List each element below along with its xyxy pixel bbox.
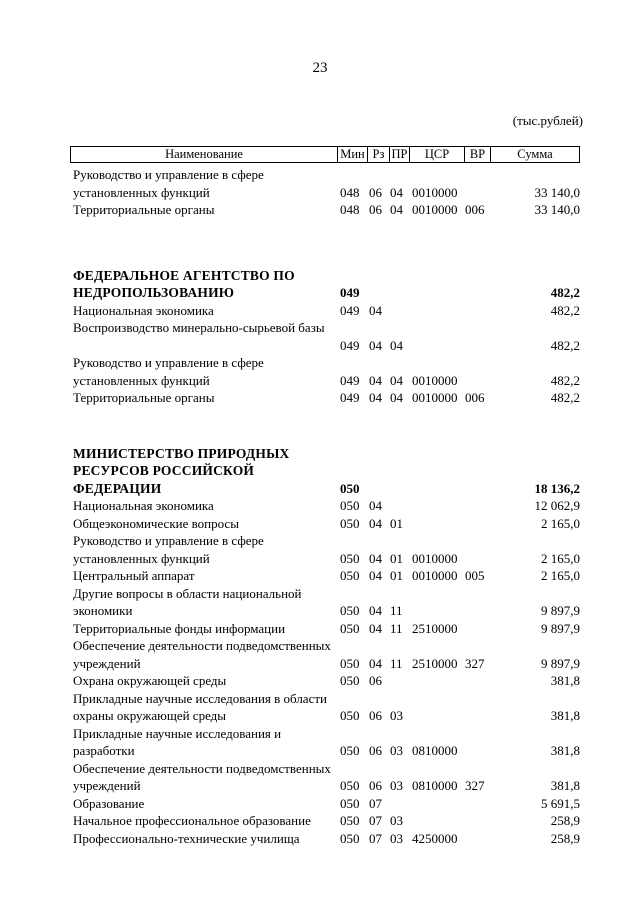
table-body [0,166,640,847]
row-name: Начальное профессиональное образование [73,813,311,828]
row-min: 048 [340,184,360,200]
row-pr: 04 [390,184,403,200]
row-min: 049 [340,337,360,353]
row-sum: 258,9 [550,830,580,846]
row-min: 050 [340,515,360,531]
row-csr: 0010000 [412,390,458,405]
row-sum: 5 691,5 [541,795,580,811]
row-name: Руководство и управление в сфере установленных функций [73,533,264,566]
table-row [0,497,640,515]
row-rz: 07 [369,795,382,811]
row-sum: 9 897,9 [541,603,580,618]
row-min: 048 [340,202,360,217]
row-sum: 9 897,9 [541,655,580,671]
table-row [0,830,640,848]
table-row-heading [0,445,640,498]
table-row [0,637,640,672]
row-pr: 04 [390,337,403,353]
row-sum: 482,2 [550,337,580,353]
row-name: Прикладные научные исследования в области охраны окружающей среды [73,690,327,723]
row-pr: 03 [390,830,403,846]
row-sum: 381,8 [550,743,580,758]
row-rz: 07 [369,830,382,846]
row-min: 050 [340,655,360,671]
row-name: Руководство и управление в сфере установленных функций [73,167,264,200]
row-min: 050 [340,568,360,583]
row-min: 050 [340,620,360,636]
row-name: Воспроизводство минерально-сырьевой базы [73,320,325,335]
row-vr: 327 [465,655,485,671]
row-min: 050 [340,498,360,513]
row-sum: 381,8 [550,708,580,723]
row-min: 049 [340,390,360,405]
row-sum: 33 140,0 [534,202,580,217]
row-csr: 0010000 [412,184,458,200]
row-pr: 01 [390,515,403,531]
row-csr: 0810000 [412,743,458,758]
row-sum: 33 140,0 [534,184,580,200]
page-number: 23 [312,60,328,76]
row-pr: 03 [390,813,403,828]
row-rz: 04 [369,550,382,566]
row-name: Территориальные органы [73,202,215,217]
row-sum: 9 897,9 [541,620,580,636]
row-csr: 0010000 [412,550,458,566]
row-name: Обеспечение деятельности подведомственных учреждений [73,638,331,671]
units-label: (тыс.рублей) [512,113,583,128]
row-pr: 04 [390,390,403,405]
row-name: Территориальные органы [73,390,215,405]
header-csr: ЦСР [409,147,464,162]
table-row [0,389,640,407]
row-vr: 006 [465,390,485,405]
row-rz: 06 [369,743,382,758]
row-rz: 04 [369,603,382,618]
row-min: 050 [340,795,360,811]
table-row [0,760,640,795]
row-rz: 06 [369,673,382,688]
row-name: Обеспечение деятельности подведомственных учреждений [73,760,331,793]
row-min: 050 [340,813,360,828]
row-pr: 11 [390,620,403,636]
row-rz: 04 [369,337,382,353]
row-min: 050 [340,673,360,688]
row-sum: 381,8 [550,673,580,688]
table-row [0,201,640,219]
row-pr: 04 [390,202,403,217]
row-csr: 0010000 [412,568,458,583]
row-csr: 0010000 [412,372,458,388]
row-vr: 327 [465,778,485,793]
row-min: 050 [340,743,360,758]
row-pr: 04 [390,372,403,388]
row-vr: 006 [465,202,485,217]
row-csr: 0810000 [412,778,458,793]
row-rz: 06 [369,184,382,200]
row-name: Прикладные научные исследования и разработки [73,725,282,758]
row-sum: 258,9 [550,813,580,828]
header-sum: Сумма [490,147,579,162]
row-name: Национальная экономика [73,498,214,513]
row-pr: 11 [390,655,403,671]
table-header [70,146,580,163]
row-rz: 04 [369,372,382,388]
row-sum: 18 136,2 [534,480,580,496]
row-min: 050 [340,480,360,496]
row-min: 050 [340,708,360,723]
row-pr: 03 [390,708,403,723]
row-rz: 06 [369,778,382,793]
row-min: 049 [340,372,360,388]
row-rz: 04 [369,390,382,405]
row-rz: 06 [369,708,382,723]
row-csr: 2510000 [412,655,458,671]
table-row [0,672,640,690]
row-min: 049 [340,285,360,300]
header-rz: Рз [367,147,389,162]
row-name: Территориальные фонды информации [73,620,286,636]
row-rz: 04 [369,568,382,583]
row-name: Профессионально-технические училища [73,830,300,846]
row-sum: 482,2 [550,285,580,300]
row-name: Образование [73,795,145,811]
row-min: 050 [340,778,360,793]
row-pr: 11 [390,603,403,618]
row-csr: 2510000 [412,620,458,636]
table-row [0,585,640,620]
row-csr: 4250000 [412,830,458,846]
row-sum: 2 165,0 [541,550,580,566]
row-min: 049 [340,302,360,318]
row-min: 050 [340,830,360,846]
row-sum: 482,2 [550,302,580,318]
row-sum: 12 062,9 [534,498,580,513]
row-sum: 482,2 [550,390,580,405]
table-row-heading [0,267,640,302]
row-min: 050 [340,603,360,618]
row-name: Охрана окружающей среды [73,673,227,688]
row-rz: 04 [369,302,382,318]
row-rz: 04 [369,620,382,636]
row-pr: 03 [390,778,403,793]
row-name: Руководство и управление в сфере установленных функций [73,355,264,388]
row-spacer [0,219,640,267]
header-name: Наименование [165,147,243,161]
table-row [0,690,640,725]
row-pr: 03 [390,743,403,758]
row-name: Общеэкономические вопросы [73,515,239,531]
row-rz: 06 [369,202,382,217]
row-spacer [0,407,640,445]
header-min: Мин [337,147,367,162]
row-rz: 04 [369,498,382,513]
row-rz: 04 [369,515,382,531]
table-row [0,620,640,638]
header-pr: ПР [389,147,409,162]
row-csr: 0010000 [412,202,458,217]
row-name: Центральный аппарат [73,568,195,583]
table-row [0,567,640,585]
table-row [0,515,640,533]
row-name: ФЕДЕРАЛЬНОЕ АГЕНТСТВО ПО НЕДРОПОЛЬЗОВАНИЮ [73,267,295,300]
table-row [0,812,640,830]
row-name: Национальная экономика [73,302,214,318]
row-rz: 07 [369,813,382,828]
table-row [0,166,640,201]
header-vr: ВР [464,147,490,162]
row-pr: 01 [390,550,403,566]
row-sum: 2 165,0 [541,515,580,531]
row-pr: 01 [390,568,403,583]
row-sum: 381,8 [550,778,580,793]
table-row [0,725,640,760]
row-name: Другие вопросы в области национальной экономики [73,585,302,618]
table-row [0,532,640,567]
table-row [0,354,640,389]
row-rz: 04 [369,655,382,671]
row-sum: 482,2 [550,372,580,388]
row-sum: 2 165,0 [541,568,580,583]
row-name: МИНИСТЕРСТВО ПРИРОДНЫХ РЕСУРСОВ РОССИЙСКОЙ ФЕДЕРАЦИИ [73,445,290,496]
row-min: 050 [340,550,360,566]
table-row [0,795,640,813]
table-row [0,302,640,320]
row-vr: 005 [465,568,485,583]
table-row [0,319,640,354]
